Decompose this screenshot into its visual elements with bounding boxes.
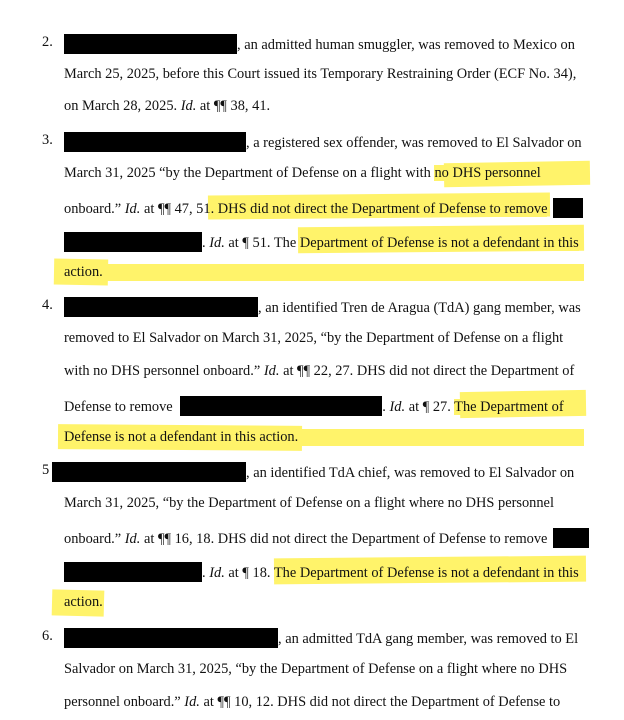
redaction-box (64, 562, 202, 582)
p6-line-3: personnel onboard.” Id. at ¶¶ 10, 12. DHS did not direct the Department of Defense to (64, 694, 561, 710)
redaction-box (64, 232, 202, 252)
p6-line-1: , an admitted TdA gang member, was removed to El (64, 628, 584, 648)
redaction-box (64, 628, 278, 648)
p2-line-1: , an admitted human smuggler, was removed to Mexico on (64, 34, 584, 54)
redaction-box (64, 297, 258, 317)
paragraph-number-4: 4. (42, 297, 53, 313)
p3-line-1: , a registered sex offender, was removed to El Salvador on (64, 132, 584, 152)
paragraph-number-2: 2. (42, 34, 53, 50)
p2-line-2: March 25, 2025, before this Court issued its Temporary Restraining Order (ECF No. 34), (64, 66, 577, 82)
p4-line-1: , an identified Tren de Aragua (TdA) gang member, was (64, 297, 584, 317)
paragraph-number-6: 6. (42, 628, 53, 644)
p4-line-2: removed to El Salvador on March 31, 2025, “by the Department of Defense on a flight (64, 330, 564, 346)
p2-line-3: on March 28, 2025. Id. at ¶¶ 38, 41. (64, 98, 271, 114)
p5-line-3: onboard.” Id. at ¶¶ 16, 18. DHS did not direct the Department of Defense to remove (64, 528, 584, 548)
p5-line-5: action. (64, 594, 103, 610)
paragraph-number-5: 5 (42, 462, 50, 478)
p6-line-2: Salvador on March 31, 2025, “by the Department of Defense on a flight where no DHS (64, 661, 568, 677)
p4-line-4: Defense to remove . Id. at ¶ 27. The Department of (64, 396, 584, 416)
p4-line-5: Defense is not a defendant in this action. (64, 429, 584, 446)
redaction-box (52, 462, 246, 482)
p4-line-3: with no DHS personnel onboard.” Id. at ¶¶ 22, 27. DHS did not direct the Department of (64, 363, 575, 379)
p3-line-5: action. (64, 264, 584, 281)
redaction-box (553, 528, 589, 548)
p3-line-4: . Id. at ¶ 51. The Department of Defense is not a defendant in this (64, 232, 584, 252)
paragraph-number-3: 3. (42, 132, 53, 148)
p3-line-3: onboard.” Id. at ¶¶ 47, 51. DHS did not direct the Department of Defense to remove (64, 198, 584, 218)
redaction-box (64, 132, 246, 152)
p5-line-1: , an identified TdA chief, was removed to El Salvador on (52, 462, 584, 482)
p5-line-2: March 31, 2025, “by the Department of Defense on a flight where no DHS personnel (64, 495, 554, 511)
p5-line-4: . Id. at ¶ 18. The Department of Defense is not a defendant in this (64, 562, 584, 582)
redaction-box (180, 396, 382, 416)
redaction-box (64, 34, 237, 54)
p3-line-2: March 31, 2025 “by the Department of Defense on a flight with no DHS personnel (64, 165, 541, 181)
redaction-box (553, 198, 583, 218)
